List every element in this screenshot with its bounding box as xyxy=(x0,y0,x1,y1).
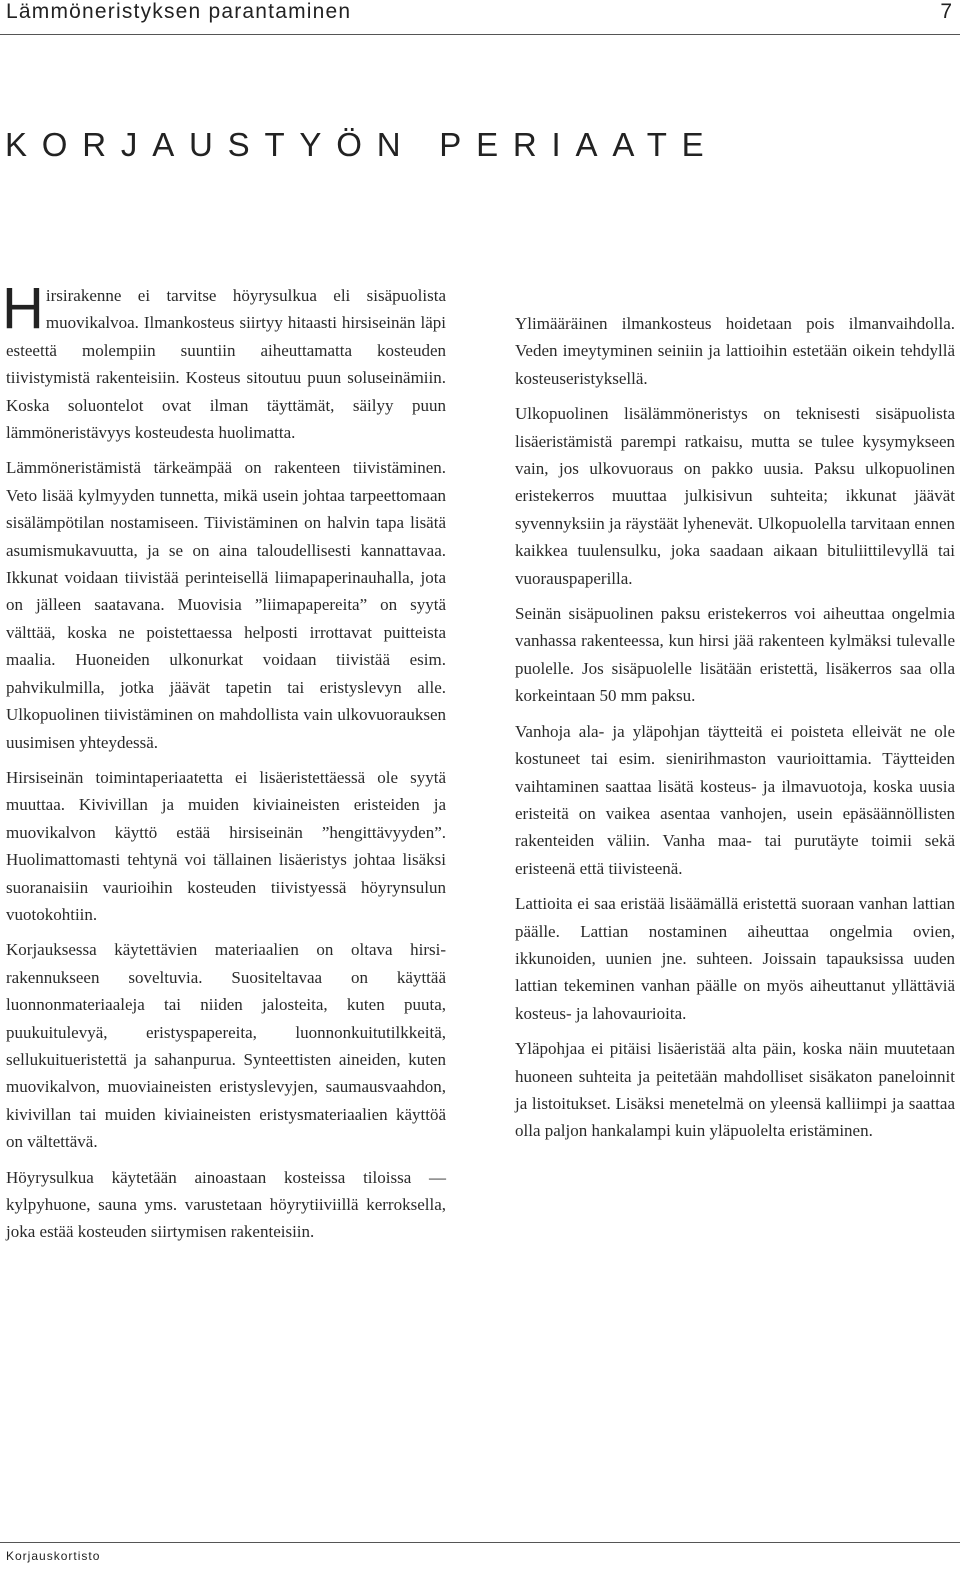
paragraph: Yläpohjaa ei pitäisi lisäeristää alta päin, koska näin muutetaan huoneen suhteita ja peitetään mahdolliset sisäkaton paneloinnit ja listoitukset. Lisäksi menetelmä on yleensä kalliimpi ja saattaa olla paljon hankalampi kuin yläpuolelta eristäminen. xyxy=(515,1039,955,1141)
paragraph xyxy=(2,276,446,446)
footer-label: Korjauskortisto xyxy=(6,1549,101,1563)
paragraph: Korjauksessa käytettävien materiaalien on oltava hirsirakennukseen soveltuvia. Suositeltavaa on käyttää luonnonmateriaaleja tai niiden jalosteita, kuten puuta, puukuitulevyä, eristyspapereita, luonnonkuitutilkkeitä, sellukuitueristettä ja sahanpurua. Synteettisten aineiden, kuten muovikalvon, muoviaineisten eristyslevyjen, saumausvaahdon, kivivillan tai muiden kiviaineisten eristysmateriaalien käyttöä on vältettävä. xyxy=(6,940,446,1152)
header-divider xyxy=(0,34,960,35)
page-number: 7 xyxy=(940,0,952,23)
paragraph: Hirsiseinän toimintaperiaatetta ei lisäeristettäessä ole syytä muuttaa. Kivivillan ja muiden kiviaineisten eristeiden ja muovikalvon käyttö estää hirsiseinän ”hengittävyyden”. Huolimattomasti tehtynä voi tällainen lisäeristys johtaa lisäksi suoranaisiin vaurioihin kosteuden tiivistyessä höyrynsulun vuotokohtiin. xyxy=(6,767,446,924)
paragraph: Lattioita ei saa eristää lisäämällä eristettä suoraan vanhan lattian päälle. Lattian nostaminen aiheuttaa ongelmia ovien, ikkunoiden, uunien jne. suhteen. Joissain tapauksissa uuden lattian tekeminen vanhan päälle on myös aiheuttanut yllättäviä kosteus- ja lahovaurioita. xyxy=(515,894,955,1023)
footer-divider xyxy=(0,1542,960,1543)
paragraph: Ylimääräinen ilmankosteus hoidetaan pois ilmanvaihdolla. Veden imeytyminen seiniin ja lattioihin estetään oikein tehdyllä kosteuseristyksellä. xyxy=(515,314,955,388)
paragraph: Höyrysulkua käytetään ainoastaan kosteissa tiloissa — kylpyhuone, sauna yms. varustetaan höyrytiiviillä kerroksella, joka estää kosteuden siirtymisen rakenteisiin. xyxy=(6,1167,446,1242)
paragraph: Ulkopuolinen lisälämmöneristys on teknisesti sisäpuolista lisäeristämistä parempi ratkaisu, mutta se tulee kysymykseen vain, jos ulkovuoraus on pakko uusia. Paksu ulkopuolinen eristekerros muuttaa julkisivun suhteita; ikkunat jäävät syvennyksiin ja räystäät lyhenevät. Ulkopuolella tarvitaan ennen kaikkea tuulensulku, joka saadaan aikaan bituliittilevyllä tai vuorauspaperilla. xyxy=(515,404,955,588)
paragraph-text: irsirakenne ei tarvitse höyrysulkua eli sisäpuolista muovikalvoa. Ilmankosteus siirtyy hitaasti hirsiseinän läpi esteettä molempiin suuntiin aiheuttamatta kosteuden tiivistymistä rakenteisiin. Kosteus sitoutuu puun soluseinämiin. Koska soluontelot ovat ilman täyttämät, säilyy puun lämmöneristävyys kosteudesta huolimatta. xyxy=(6,286,446,443)
right-column xyxy=(515,310,955,1153)
section-title: KORJAUSTYÖN PERIAATE xyxy=(5,126,719,163)
left-column xyxy=(2,276,446,1254)
drop-cap: H xyxy=(2,276,44,341)
running-title: Lämmöneristyksen parantaminen xyxy=(6,0,352,23)
paragraph: Vanhoja ala- ja yläpohjan täytteitä ei poisteta elleivät ne ole kostuneet tai esim. sienirihmaston vaurioittamia. Täytteiden vaihtaminen saattaa lisätä kosteus- ja ilmavuotoja, koska uusia eristeitä on vaikea asentaa vanhojen, usein epäsäännöllisten rakenteiden väliin. Vanha maa- tai purutäyte toimii sekä eristeenä että tiivisteenä. xyxy=(515,721,955,878)
paragraph: Seinän sisäpuolinen paksu eristekerros voi aiheuttaa ongelmia vanhassa rakenteessa, kun hirsi jää rakenteen kylmäksi tulevalle puolelle. Jos sisäpuolelle lisätään eristettä, lisäkerros saa olla korkeintaan 50 mm paksu. xyxy=(515,604,955,706)
paragraph: Lämmöneristämistä tärkeämpää on rakenteen tiivistäminen. Veto lisää kylmyyden tunnetta, mikä usein johtaa tarpeettomaan sisälämpötilan nostamiseen. Tiivistäminen on halvin tapa lisätä asumismukavuutta, ja se on aina taloudellisesti kannattavaa. Ikkunat voidaan tiivistää perinteisellä liimapaperinauhalla, jota on jälleen saatavana. Muovisia ”liimapapereita” on syytä välttää, koska ne poistettaessa helposti irrottavat puitteista maalia. Huoneiden ulkonurkat voidaan tiivistää esim. pahvikulmilla, jotka jäävät tapetin tai eristyslevyn alle. Ulkopuolinen tiivistäminen on mahdollista vain ulkovuorauksen uusimisen yhteydessä. xyxy=(6,458,446,752)
